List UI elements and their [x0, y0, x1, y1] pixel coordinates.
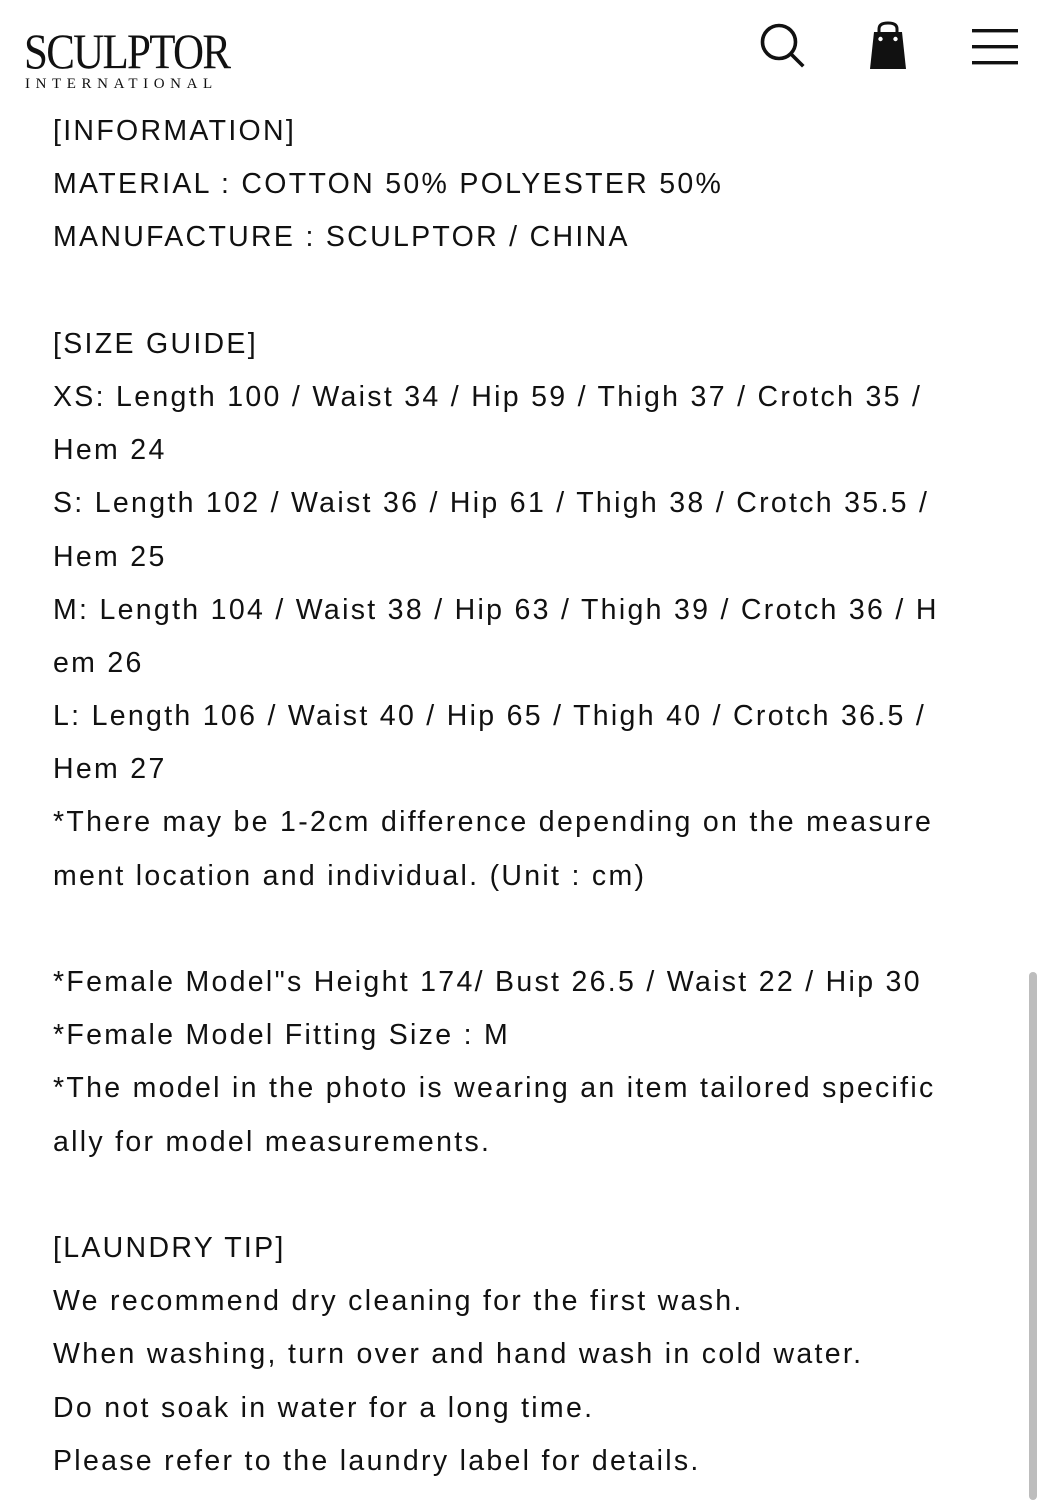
size-guide-line: Hem 27: [53, 753, 167, 786]
laundry-tip-line: We recommend dry cleaning for the first wash.: [53, 1285, 744, 1318]
menu-icon: [968, 20, 1020, 72]
laundry-tip-line: Please refer to the laundry label for details.: [53, 1444, 701, 1477]
laundry-tip-heading: [LAUNDRY TIP]: [53, 1231, 286, 1264]
size-guide-note: *There may be 1-2cm difference depending on the measure: [53, 806, 934, 839]
laundry-tip-line: Do not soak in water for a long time.: [53, 1391, 595, 1424]
information-heading: [INFORMATION]: [53, 115, 297, 147]
model-info-line: *Female Model"s Height 174/ Bust 26.5 / Waist 22 / Hip 30: [53, 966, 922, 998]
size-guide-line: L: Length 106 / Waist 40 / Hip 65 / Thigh 40 / Crotch 36.5 /: [53, 700, 927, 733]
logo-subtitle: INTERNATIONAL: [25, 76, 218, 92]
spacer: [53, 1169, 993, 1222]
model-info-line: *Female Model Fitting Size : M: [53, 1019, 511, 1052]
size-guide-line: em 26: [53, 646, 144, 679]
menu-button[interactable]: [968, 20, 1020, 72]
size-guide-line: XS: Length 100 / Waist 34 / Hip 59 / Thigh 37 / Crotch 35 /: [53, 380, 923, 413]
logo-wordmark: SCULPTOR: [24, 23, 230, 79]
search-icon: [756, 20, 808, 72]
product-details: [53, 105, 993, 1488]
sculptor-logo[interactable]: [24, 20, 254, 96]
spacer: [53, 265, 993, 318]
model-info-line: ally for model measurements.: [53, 1125, 492, 1158]
scrollbar-thumb[interactable]: [1029, 972, 1037, 1500]
size-guide-line: Hem 24: [53, 434, 167, 467]
site-header: [0, 0, 1045, 110]
size-guide-note: ment location and individual. (Unit : cm): [53, 859, 647, 892]
spacer: [53, 903, 993, 956]
size-guide-line: S: Length 102 / Waist 36 / Hip 61 / Thigh 38 / Crotch 35.5 /: [53, 487, 930, 520]
size-guide-line: M: Length 104 / Waist 38 / Hip 63 / Thigh 39 / Crotch 36 / H: [53, 593, 939, 626]
manufacture-text: MANUFACTURE : SCULPTOR / CHINA: [53, 221, 630, 254]
shopping-bag-icon: [862, 20, 914, 72]
model-info-line: *The model in the photo is wearing an item tailored specific: [53, 1072, 936, 1105]
shopping-bag-button[interactable]: [862, 20, 914, 72]
size-guide-heading: [SIZE GUIDE]: [53, 327, 258, 360]
laundry-tip-line: When washing, turn over and hand wash in cold water.: [53, 1338, 864, 1371]
size-guide-line: Hem 25: [53, 540, 167, 573]
material-text: MATERIAL : COTTON 50% POLYESTER 50%: [53, 168, 724, 201]
search-button[interactable]: [756, 20, 808, 72]
